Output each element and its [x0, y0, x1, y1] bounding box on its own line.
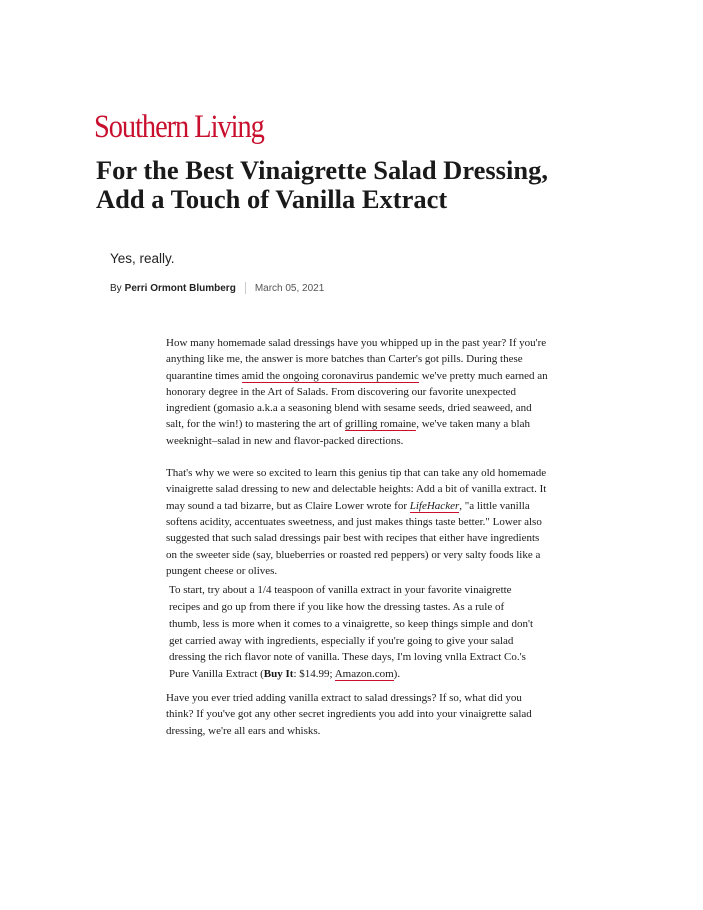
text-span: , we've taken many a blah weeknight–salad in new and flavor-packed directions. [166, 418, 530, 447]
coronavirus-link[interactable]: amid the ongoing coronavirus pandemic [241, 369, 419, 382]
lifehacker-link[interactable]: LifeHacker [409, 499, 460, 512]
brand-logo[interactable]: Southern Living [94, 109, 264, 145]
paragraph-2 [166, 465, 551, 579]
author-link[interactable]: Perri Ormont Blumberg [124, 282, 236, 294]
text-span: That's why we were so excited to learn this genius tip that can take any old homemade vinaigrette salad dressing to new and delectable heights: Add a bit of vanilla extract. It may sound a tad bizarre, but as Claire Lower wrote for [166, 467, 547, 512]
publish-date: March 05, 2021 [254, 282, 325, 294]
amazon-link[interactable]: Amazon.com [334, 668, 394, 681]
buy-it-label: Buy It [263, 668, 294, 681]
byline-divider [245, 282, 246, 294]
text-span: To start, try about a 1/4 teaspoon of vanilla extract in your favorite vinaigrette recipes and go up from there if you like how the dressing tastes. As a rule of thumb, less is more when it comes to a vinaigrette, so keep things simple and don't get carried away with ingredients, especially if you're going to give your salad dressing the rich flavor note of vanilla. These days, I'm loving vnlla Extract Co.'s Pure Vanilla Extract ( [169, 584, 534, 681]
text-span: we've pretty much earned an honorary degree in the Art of Salads. From discovering our favorite unexpected ingredient (gomasio a.k.a a seasoning blend with sesame seeds, dried seaweed, and salt, for the win!) to mastering the art of [166, 369, 548, 431]
text-span: : $14.99; [293, 668, 335, 681]
text-span: ). [393, 668, 401, 681]
text-span: Have you ever tried adding vanilla extract to salad dressings? If so, what did you think? If you've got any other secret ingredients you add into your vinaigrette salad dressing, we're all ears and whisks. [166, 691, 532, 737]
text-span: How many homemade salad dressings have you whipped up in the past year? If you're anything like me, the answer is more batches than Carter's got pills. During these quarantine times [166, 337, 547, 382]
text-span: , "a little vanilla softens acidity, accentuates sweetness, and just makes things taste better." Lower also suggested that such salad dressings pair best with recipes that either have ingredients on the sweeter side (say, blueberries or roasted red peppers) or very salty foods like a pungent cheese or olives. [166, 499, 542, 577]
article-title: For the Best Vinaigrette Salad Dressing, Add a Touch of Vanilla Extract [96, 155, 548, 214]
paragraph-4 [166, 690, 551, 739]
paragraph-3 [166, 582, 534, 683]
byline-prefix: By [110, 282, 122, 294]
article-body [166, 335, 551, 739]
byline [110, 282, 324, 294]
article-subtitle: Yes, really. [110, 251, 175, 266]
grilling-romaine-link[interactable]: grilling romaine [345, 418, 417, 431]
paragraph-1 [166, 335, 551, 449]
